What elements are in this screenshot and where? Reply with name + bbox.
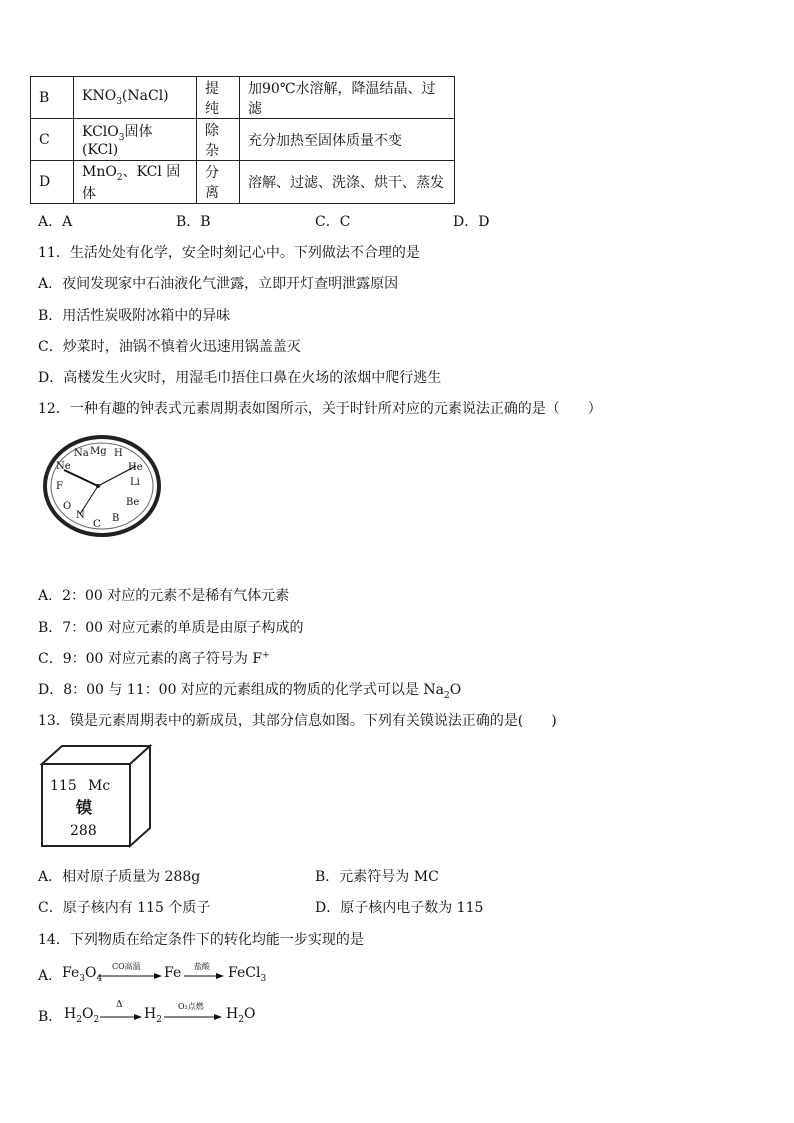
q13-option-c: C．原子核内有 115 个质子 — [38, 900, 211, 916]
table-row — [31, 77, 455, 119]
q13-option-a: A．相对原子质量为 288g — [38, 869, 201, 885]
q14-option-a-label: A． — [38, 968, 63, 984]
cube-name: 镆 — [76, 798, 93, 817]
q13-option-b: B．元素符号为 MC — [315, 869, 439, 885]
q14-a-condition-1: CO高温 — [112, 962, 141, 971]
q10-option-c: C．C — [315, 214, 351, 230]
operation-cell: 除杂 — [197, 119, 240, 161]
operation-cell: 提纯 — [197, 77, 240, 119]
cube-symbol: Mc — [88, 778, 111, 794]
substance-cell: KClO$_3$固体(KCl) — [74, 119, 197, 161]
q14-a-end: FeCl$_3$ — [228, 965, 267, 984]
row-label: D — [31, 161, 74, 204]
q14-stem: 14．下列物质在给定条件下的转化均能一步实现的是 — [38, 932, 364, 948]
q12-option-c: C．9：00 对应元素的离子符号为 F+ — [38, 650, 270, 667]
cube-side — [130, 746, 150, 846]
element-cube-figure — [38, 742, 154, 850]
q10-option-d: D．D — [453, 214, 490, 230]
options-table — [30, 76, 455, 204]
clock-label-be: Be — [126, 497, 140, 508]
q12-option-d: D．8：00 与 11：00 对应的元素组成的物质的化学式可以是 $Na_2O$ — [38, 682, 462, 701]
q10-option-b: B．B — [176, 214, 211, 230]
table-row — [31, 119, 455, 161]
method-cell: 加90℃水溶解，降温结晶、过滤 — [240, 77, 455, 119]
element-clock-figure — [42, 434, 162, 538]
clock-center — [96, 484, 100, 488]
substance-cell: $KNO_3(NaCl)$ — [74, 77, 197, 119]
clock-label-na: Na — [74, 448, 89, 459]
q14-a-condition-2: 盐酸 — [194, 962, 210, 971]
q13-stem: 13．镆是元素周期表中的新成员，其部分信息如图。下列有关镆说法正确的是( ) — [38, 713, 557, 729]
clock-label-c: C — [93, 519, 101, 530]
q11-option-b: B．用活性炭吸附冰箱中的异味 — [38, 308, 231, 324]
q13-option-d: D．原子核内电子数为 115 — [315, 900, 484, 916]
q14-option-b-label: B． — [38, 1009, 63, 1025]
clock-label-b: B — [112, 513, 120, 524]
q14-a-start: $Fe_3O_4$ — [62, 965, 103, 984]
cube-mass: 288 — [70, 823, 97, 839]
clock-label-li: Li — [130, 477, 140, 488]
q12-option-b: B．7：00 对应元素的单质是由原子构成的 — [38, 620, 304, 636]
q14-b-mid: $H_2$ — [144, 1006, 162, 1025]
row-label: B — [31, 77, 74, 119]
q11-option-d: D．高楼发生火灾时，用湿毛巾捂住口鼻在火场的浓烟中爬行逃生 — [38, 370, 442, 386]
clock-label-ne: Ne — [56, 461, 71, 472]
method-cell: 充分加热至固体质量不变 — [240, 119, 455, 161]
q11-option-c: C．炒菜时，油锅不慎着火迅速用锅盖盖灭 — [38, 339, 301, 355]
q14-b-condition-2: O₂点燃 — [178, 1002, 204, 1011]
cube-atomic-number: 115 — [50, 778, 77, 794]
q14-b-end: $H_2O$ — [226, 1006, 256, 1025]
clock-label-f: F — [56, 481, 63, 492]
q11-option-a: A．夜间发现家中石油液化气泄露，立即开灯查明泄露原因 — [38, 276, 399, 292]
table-row — [31, 161, 455, 204]
q10-option-a: A．A — [38, 214, 73, 230]
method-cell: 溶解、过滤、洗涤、烘干、蒸发 — [240, 161, 455, 204]
clock-label-o: O — [63, 501, 72, 512]
q11-stem: 11．生活处处有化学，安全时刻记心中。下列做法不合理的是 — [38, 245, 420, 261]
clock-label-he: He — [128, 462, 143, 473]
clock-label-h: H — [114, 448, 123, 459]
operation-cell: 分离 — [197, 161, 240, 204]
clock-label-mg: Mg — [90, 446, 107, 457]
clock-label-n: N — [76, 510, 85, 521]
q14-b-condition-1: Δ — [116, 1000, 123, 1010]
row-label: C — [31, 119, 74, 161]
q12-option-a: A．2：00 对应的元素不是稀有气体元素 — [38, 588, 290, 604]
q14-a-mid: Fe — [164, 965, 182, 981]
q12-stem: 12．一种有趣的钟表式元素周期表如图所示，关于时针所对应的元素说法正确的是（ ） — [38, 401, 602, 417]
q14-b-start: $H_2O_2$ — [64, 1006, 100, 1025]
substance-cell: MnO$_2$、KCl 固体 — [74, 161, 197, 204]
